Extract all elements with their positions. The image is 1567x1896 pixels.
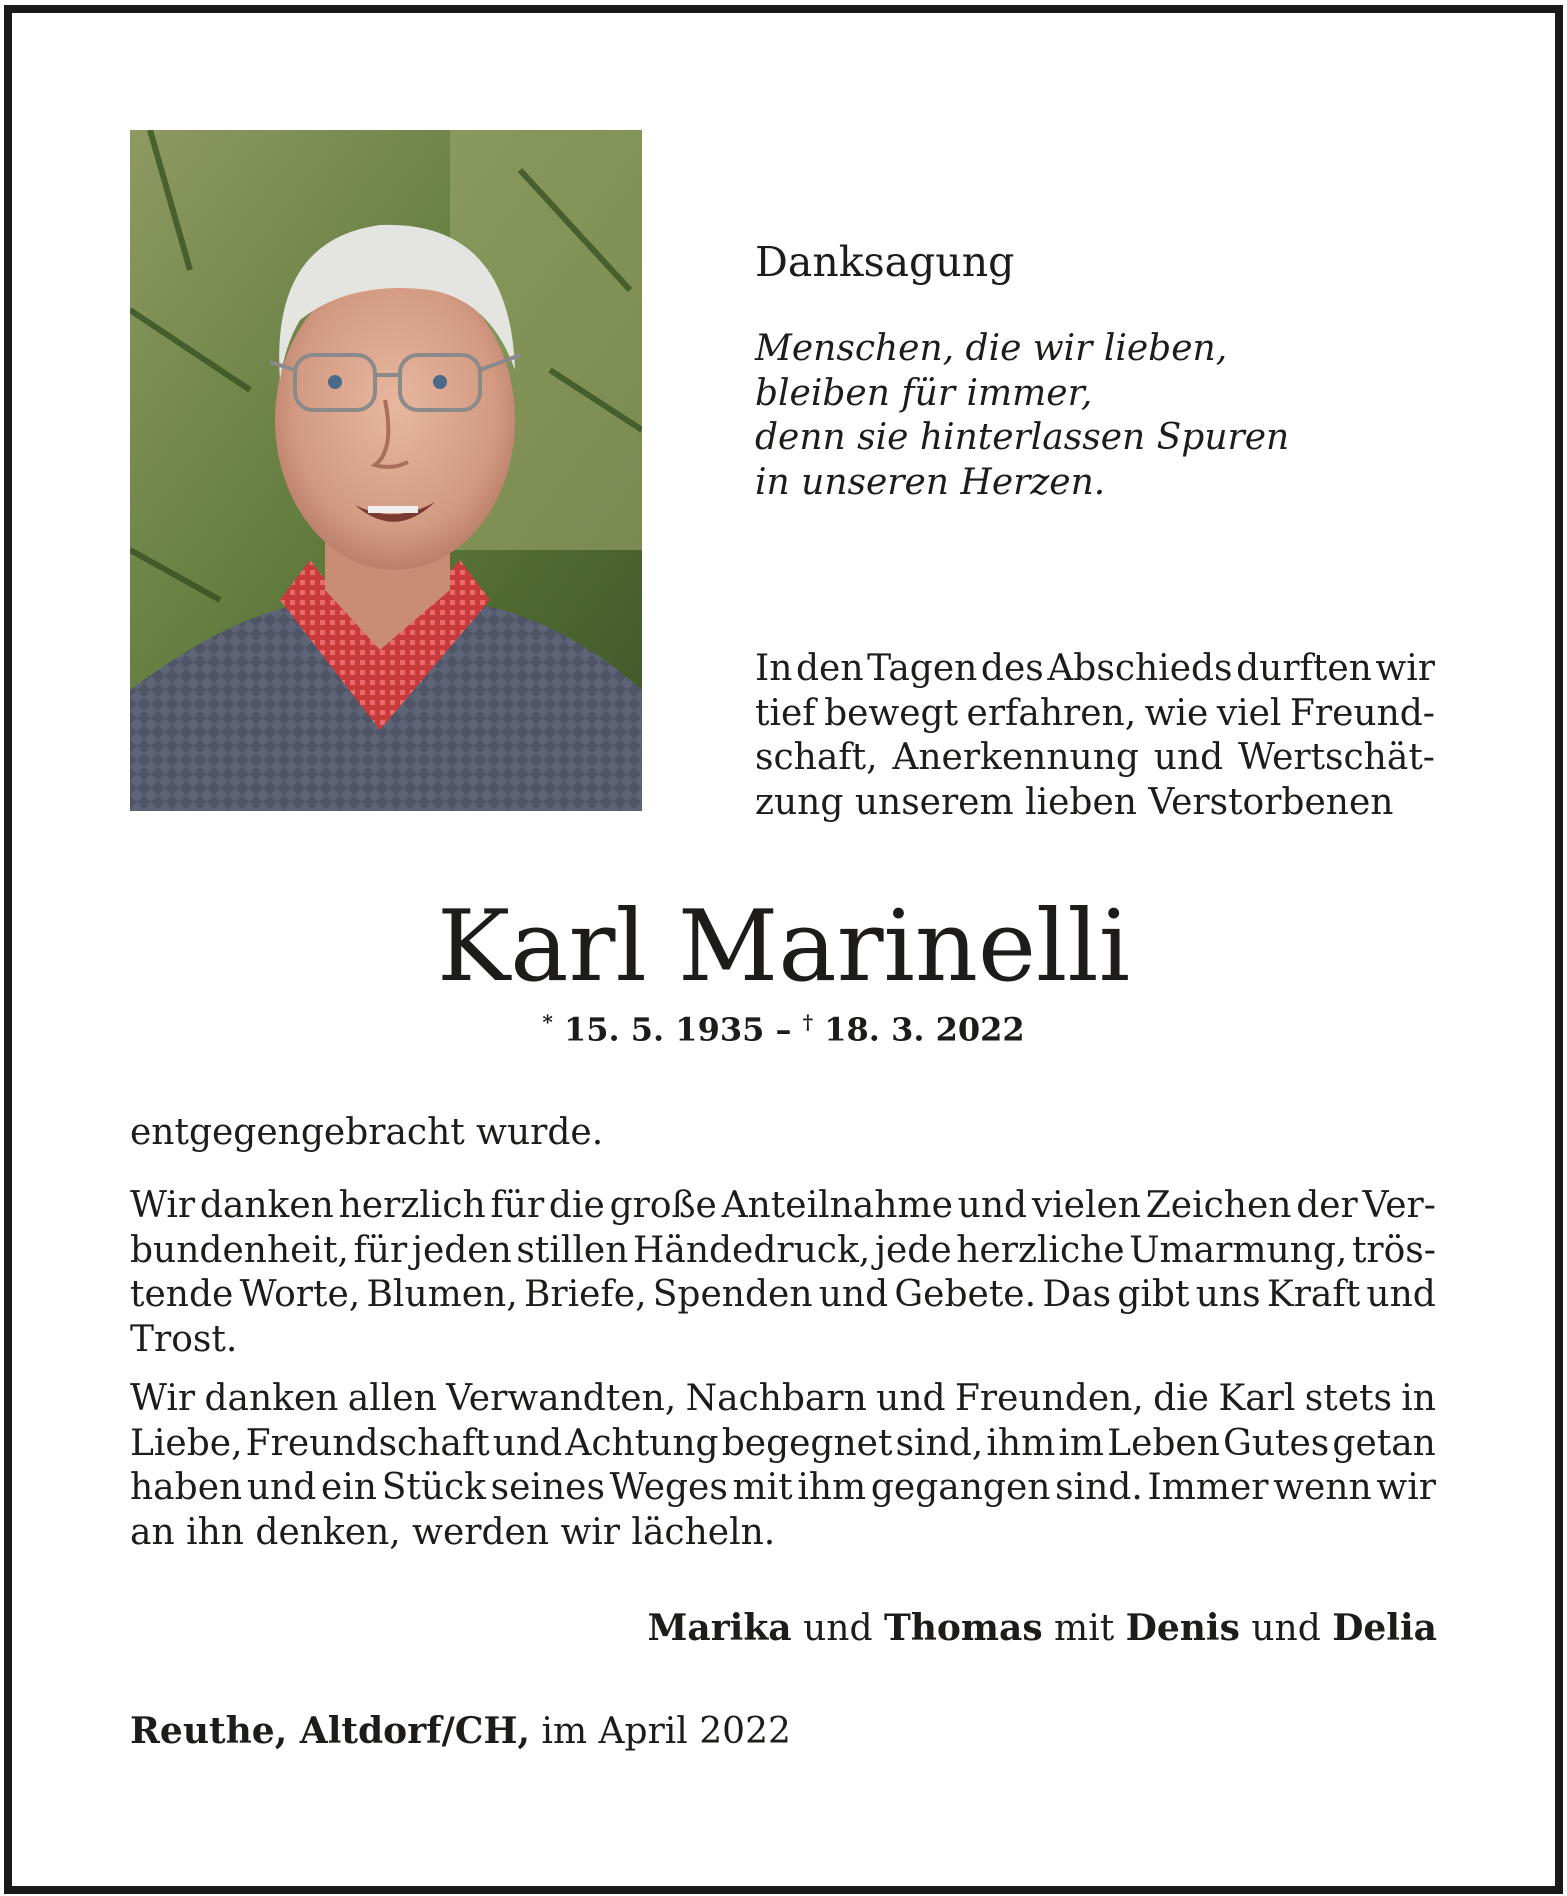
paragraph-line: Wir danken allen Verwandten, Nachbarn und Freunden, die Karl stets in (130, 1378, 1436, 1419)
life-dates (0, 1010, 1567, 1049)
signer-name: Denis (1125, 1607, 1240, 1649)
paragraph-line: an ihn denken, werden wir lächeln. (130, 1511, 776, 1553)
signature-connector: mit (1042, 1608, 1126, 1649)
signer-name: Delia (1332, 1607, 1437, 1649)
paragraph-thanks (130, 1184, 1436, 1362)
intro-line: tief bewegt erfahren, wie viel Freund- (755, 692, 1435, 734)
signature-connector: und (1239, 1608, 1333, 1649)
signature-connector: und (791, 1608, 884, 1649)
paragraph-line: Liebe, Freundschaft und Achtung begegnet sind, ihm im Leben Gutes getan (130, 1422, 1436, 1464)
intro-line: In den Tagen des Abschieds durften wir (755, 648, 1435, 689)
poem (755, 327, 1289, 505)
poem-line: denn sie hinterlassen Spuren (755, 417, 1290, 458)
family-signature (648, 1606, 1437, 1652)
deceased-name: Karl Marinelli (436, 890, 1131, 1004)
portrait-illustration (130, 130, 642, 811)
intro-line: schaft, Anerkennung und Wertschät- (755, 737, 1435, 778)
paragraph-relatives (130, 1377, 1436, 1555)
signer-name: Thomas (883, 1607, 1043, 1649)
intro-paragraph (755, 647, 1435, 825)
birth-date: 15. 5. 1935 (563, 1010, 765, 1049)
date-separator: – (775, 1010, 803, 1049)
birth-symbol: * (542, 1010, 553, 1034)
place-location: Reuthe, Altdorf/CH, (130, 1710, 530, 1752)
death-symbol: † (802, 1010, 814, 1034)
heading-danksagung: Danksagung (755, 238, 1015, 286)
paragraph-line: tende Worte, Blumen, Briefe, Spenden und Gebete. Das gibt uns Kraft und (130, 1274, 1436, 1315)
death-date: 18. 3. 2022 (824, 1010, 1025, 1049)
place-date (130, 1709, 791, 1755)
paragraph-line: haben und ein Stück seines Weges mit ihm gegangen sind. Immer wenn wir (130, 1467, 1436, 1508)
poem-line: Menschen, die wir lieben, (755, 328, 1228, 369)
poem-line: bleiben für immer, (755, 372, 1093, 414)
portrait-photo (130, 130, 642, 811)
poem-line: in unseren Herzen. (755, 461, 1106, 503)
place-month: im April 2022 (530, 1711, 791, 1752)
intro-line: zung unserem lieben Verstorbenen (755, 781, 1394, 823)
paragraph-line: Wir danken herzlich für die große Anteilnahme und vielen Zeichen der Ver- (130, 1185, 1436, 1226)
paragraph-line: bundenheit, für jeden stillen Händedruck, jede herzliche Umarmung, trös- (130, 1229, 1436, 1271)
paragraph-line: Trost. (130, 1318, 238, 1360)
intro-continuation: entgegengebracht wurde. (130, 1112, 604, 1153)
signer-name: Marika (647, 1607, 792, 1649)
